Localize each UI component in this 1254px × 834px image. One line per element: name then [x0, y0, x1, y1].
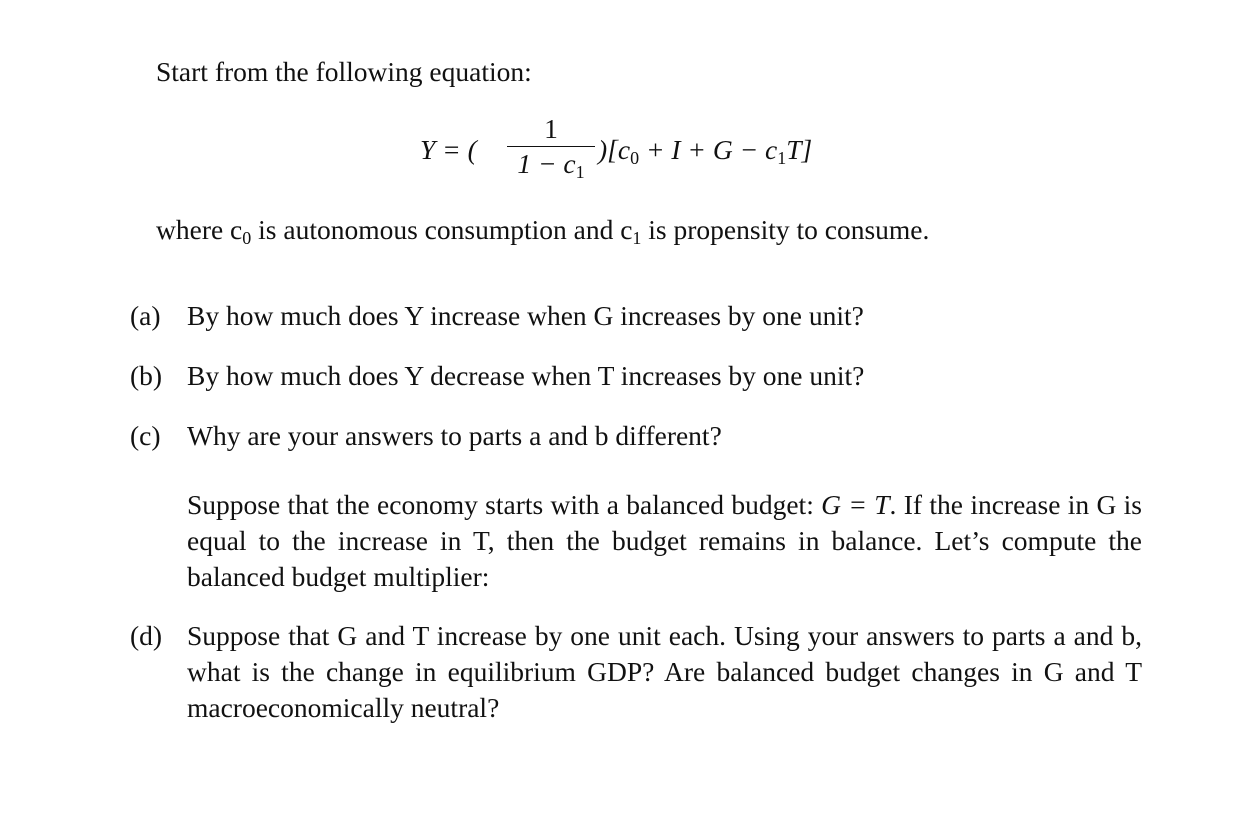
where-subscript-1: 1 — [632, 228, 642, 248]
equation-lhs: Y = ( — [420, 134, 477, 165]
balanced-budget-paragraph — [187, 487, 1142, 595]
rhs-subscript-0: 0 — [630, 148, 640, 168]
question-a-text: By how much does Y increase when G increases by one unit? — [187, 300, 864, 331]
where-part-2: is autonomous consumption and c — [251, 214, 633, 245]
paragraph-part-1: Suppose that the economy starts with a balanced budget: — [187, 489, 822, 520]
question-b-label: (b) — [130, 360, 163, 391]
question-c-text: Why are your answers to parts a and b different? — [187, 420, 722, 451]
question-a-label: (a) — [130, 300, 161, 331]
equation — [420, 112, 850, 192]
question-d-text: Suppose that G and T increase by one unit each. Using your answers to parts a and b, what is the change in equilibrium GDP? Are balanced budget changes in G and T macroeconomically neutral? — [187, 620, 1142, 723]
rhs-part-c: T] — [786, 134, 813, 165]
where-subscript-0: 0 — [242, 228, 252, 248]
rhs-subscript-1: 1 — [777, 148, 787, 168]
where-text — [156, 212, 929, 248]
fraction-denominator — [505, 147, 597, 181]
question-b-text: By how much does Y decrease when T increases by one unit? — [187, 360, 865, 391]
question-c-label: (c) — [130, 420, 161, 451]
equation-rhs — [598, 134, 812, 166]
where-part-3: is propensity to consume. — [641, 214, 930, 245]
denominator-text: 1 − c — [517, 148, 576, 179]
intro-text: Start from the following equation: — [156, 56, 532, 87]
paragraph-math: G = T — [821, 489, 890, 520]
rhs-part-a: )[c — [598, 134, 631, 165]
rhs-part-b: + I + G − c — [639, 134, 778, 165]
fraction-numerator: 1 — [544, 113, 558, 144]
denominator-subscript: 1 — [575, 162, 585, 182]
question-d-label: (d) — [130, 620, 163, 651]
where-part-1: where c — [156, 214, 243, 245]
equation-fraction — [505, 112, 597, 181]
paragraph-part-2: . If the increase in G is equal to the increase in T, then the budget remains in balance. Let’s compute the balanced budget multiplier: — [187, 489, 1142, 592]
